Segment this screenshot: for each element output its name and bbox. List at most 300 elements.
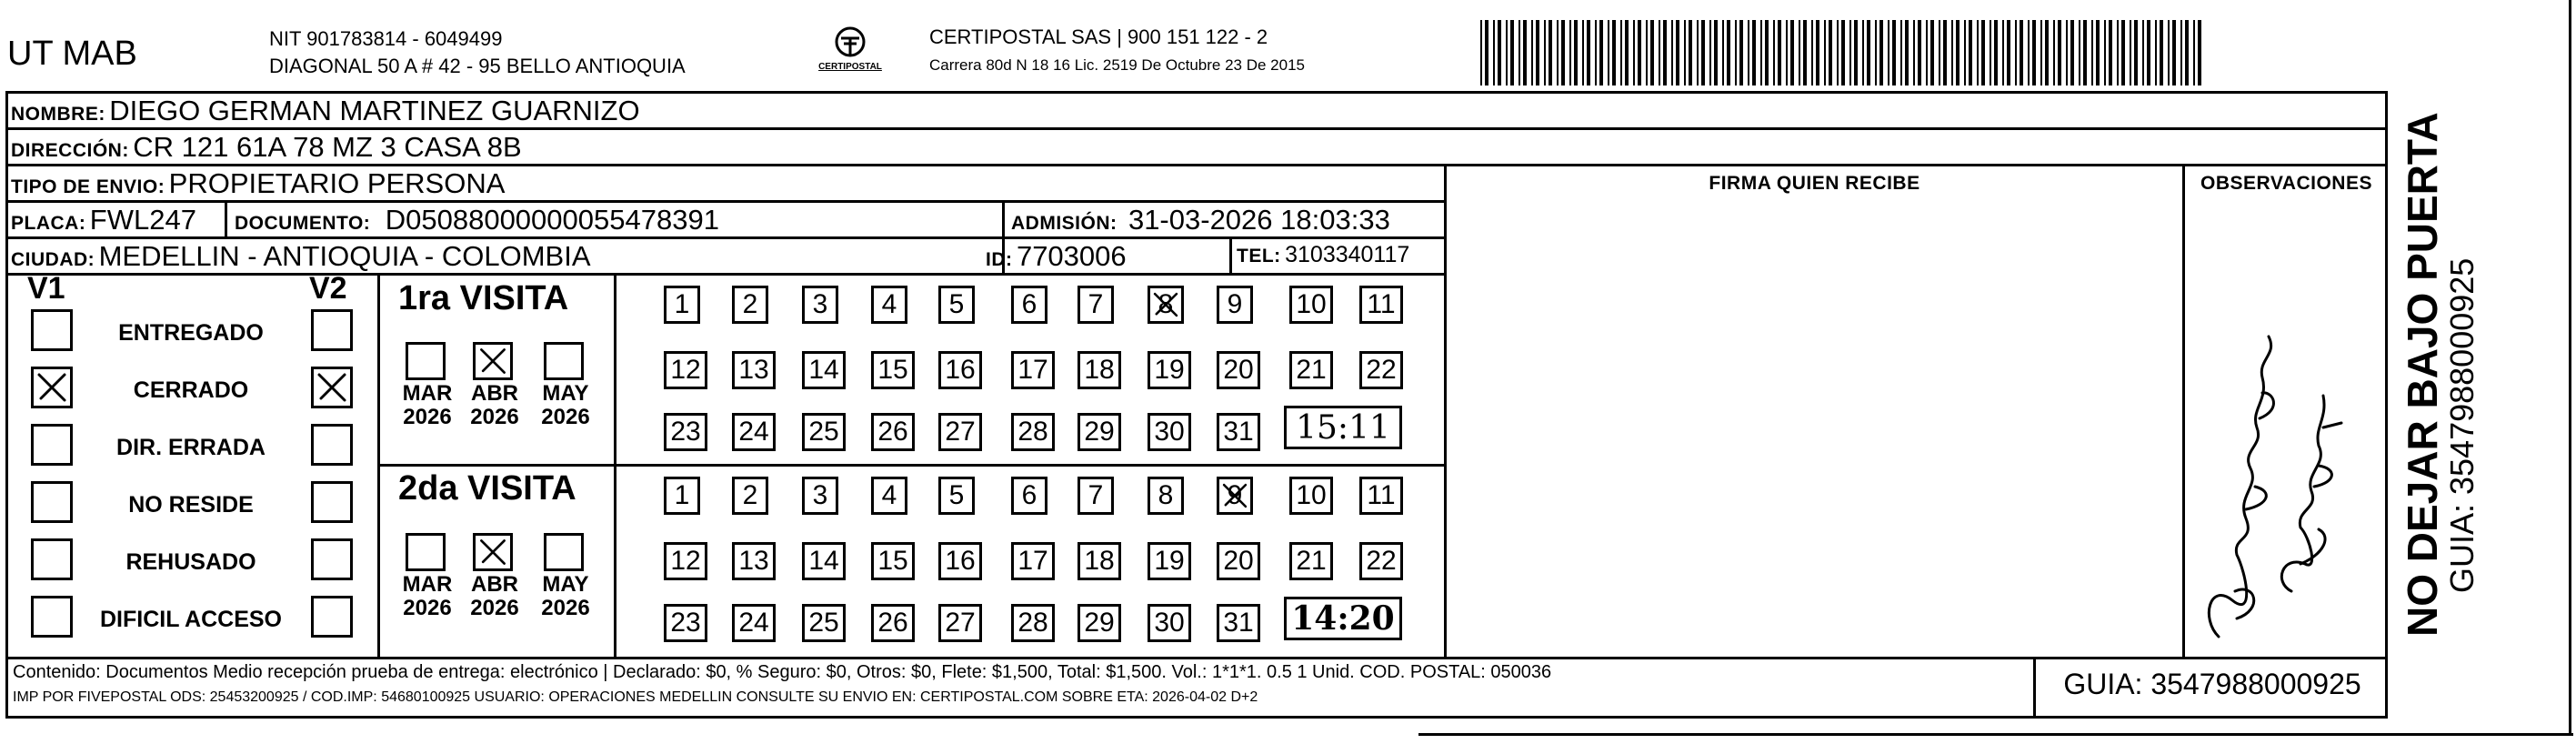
day-number: 14 bbox=[808, 546, 839, 576]
placa-value: FWL247 bbox=[89, 204, 196, 236]
barcode-bar bbox=[1811, 20, 1813, 85]
barcode-bar bbox=[2096, 20, 2100, 85]
barcode-bar bbox=[2079, 20, 2080, 85]
day-number: 13 bbox=[738, 355, 769, 385]
day-cell[interactable] bbox=[938, 604, 982, 642]
barcode-bar bbox=[1531, 20, 1533, 85]
day-number: 10 bbox=[1296, 480, 1327, 510]
barcode-bar bbox=[1930, 20, 1934, 85]
barcode-bar bbox=[1765, 20, 1769, 85]
barcode-bar bbox=[1650, 20, 1654, 85]
day-cell[interactable] bbox=[1359, 351, 1403, 389]
day-number: 19 bbox=[1154, 546, 1185, 576]
day-cell[interactable] bbox=[732, 413, 776, 451]
month-year: 2026 bbox=[470, 405, 519, 429]
barcode-bar bbox=[1739, 20, 1743, 85]
reason-v1-checkbox[interactable] bbox=[31, 538, 73, 580]
first-visit-time[interactable] bbox=[1284, 406, 1402, 449]
day-number: 14 bbox=[808, 355, 839, 385]
day-cell[interactable] bbox=[802, 477, 838, 515]
certipostal-logo-icon bbox=[809, 25, 891, 80]
barcode-bar bbox=[1493, 20, 1495, 85]
day-cell[interactable] bbox=[938, 477, 975, 515]
footer-guia: GUIA: 3547988000925 bbox=[2063, 668, 2361, 700]
nombre-row bbox=[11, 95, 640, 127]
nombre-value: DIEGO GERMAN MARTINEZ GUARNIZO bbox=[109, 95, 640, 126]
day-cell[interactable] bbox=[938, 542, 982, 580]
second-visit-time[interactable] bbox=[1284, 597, 1402, 640]
day-cell[interactable] bbox=[1148, 286, 1184, 324]
month-name: ABR bbox=[471, 381, 518, 406]
barcode-bar bbox=[2104, 20, 2106, 85]
day-cell[interactable] bbox=[938, 413, 982, 451]
day-cell[interactable] bbox=[1148, 542, 1191, 580]
day-number: 2 bbox=[742, 289, 758, 319]
day-cell[interactable] bbox=[1011, 542, 1055, 580]
day-cell[interactable] bbox=[1078, 413, 1121, 451]
reason-label: REHUSADO bbox=[125, 549, 256, 575]
barcode-bar bbox=[1557, 20, 1559, 85]
barcode-bar bbox=[1816, 20, 1819, 85]
reason-label: CERRADO bbox=[133, 377, 249, 403]
reason-label: ENTREGADO bbox=[118, 320, 264, 346]
barcode-bar bbox=[2058, 20, 2061, 85]
barcode-bar bbox=[1663, 20, 1667, 85]
admision-label: ADMISIÓN: bbox=[1011, 213, 1118, 234]
id-label: ID: bbox=[986, 249, 1013, 270]
month-year: 2026 bbox=[403, 596, 452, 620]
barcode-bar bbox=[2053, 20, 2055, 85]
barcode-bar bbox=[1943, 20, 1947, 85]
month-checkbox[interactable] bbox=[406, 342, 446, 380]
day-number: 22 bbox=[1366, 546, 1397, 576]
day-number: 28 bbox=[1017, 417, 1048, 447]
day-number: 13 bbox=[738, 546, 769, 576]
barcode-bar bbox=[1803, 20, 1807, 85]
barcode-bar bbox=[1786, 20, 1788, 85]
barcode-bar bbox=[2172, 20, 2176, 85]
barcode-bar bbox=[1709, 20, 1711, 85]
direccion-label: DIRECCIÓN: bbox=[11, 140, 129, 161]
month-year: 2026 bbox=[541, 405, 590, 429]
day-number: 4 bbox=[881, 289, 897, 319]
month-label bbox=[400, 573, 455, 620]
day-cell[interactable] bbox=[871, 413, 915, 451]
barcode-bar bbox=[1824, 20, 1826, 85]
documento-value: D05088000000055478391 bbox=[385, 204, 719, 236]
day-cell[interactable] bbox=[1217, 542, 1260, 580]
barcode-bar bbox=[1659, 20, 1660, 85]
day-number: 31 bbox=[1223, 608, 1254, 638]
day-cell[interactable] bbox=[1011, 413, 1055, 451]
barcode-bar bbox=[1625, 20, 1629, 85]
first-visit-title: 1ra VISITA bbox=[398, 279, 569, 317]
barcode-bar bbox=[1918, 20, 1921, 85]
day-number: 5 bbox=[948, 480, 965, 510]
tipo-label: TIPO DE ENVIO: bbox=[11, 176, 165, 197]
barcode-bar bbox=[1879, 20, 1883, 85]
barcode-bar bbox=[2160, 20, 2163, 85]
day-cell[interactable] bbox=[732, 286, 768, 324]
day-number: 25 bbox=[808, 417, 839, 447]
barcode-bar bbox=[1760, 20, 1762, 85]
day-number: 27 bbox=[945, 608, 976, 638]
day-number: 7 bbox=[1088, 480, 1104, 510]
barcode-bar bbox=[1608, 20, 1609, 85]
tel-label: TEL: bbox=[1237, 246, 1281, 266]
reason-label: DIR. ERRADA bbox=[116, 435, 266, 460]
second-visit-time-value: 14:20 bbox=[1291, 599, 1395, 638]
day-cell[interactable] bbox=[1078, 542, 1121, 580]
day-number: 20 bbox=[1223, 546, 1254, 576]
month-name: MAR bbox=[402, 572, 453, 597]
reason-v2-checkbox[interactable] bbox=[311, 538, 353, 580]
month-year: 2026 bbox=[541, 596, 590, 620]
day-cell[interactable] bbox=[732, 351, 776, 389]
day-cell[interactable] bbox=[1289, 351, 1333, 389]
barcode-bar bbox=[1582, 20, 1584, 85]
observaciones-header: OBSERVACIONES bbox=[2200, 173, 2372, 194]
day-cell[interactable] bbox=[938, 286, 975, 324]
side-notice bbox=[2401, 91, 2481, 637]
barcode-bar bbox=[2193, 20, 2195, 85]
day-number: 5 bbox=[948, 289, 965, 319]
day-number: 6 bbox=[1021, 289, 1037, 319]
day-cell[interactable] bbox=[664, 542, 707, 580]
ciudad-label: CIUDAD: bbox=[11, 249, 95, 270]
reason-label: DIFICIL ACCESO bbox=[99, 607, 282, 632]
day-number: 11 bbox=[1367, 289, 1396, 319]
barcode-bar bbox=[1498, 20, 1501, 85]
day-number: 4 bbox=[881, 480, 897, 510]
documento-label: DOCUMENTO: bbox=[235, 213, 371, 234]
barcode-bar bbox=[1714, 20, 1718, 85]
barcode-bar bbox=[2155, 20, 2157, 85]
barcode-bar bbox=[1905, 20, 1909, 85]
barcode-bar bbox=[1994, 20, 1998, 85]
day-number: 3 bbox=[812, 480, 828, 510]
month-checkbox[interactable] bbox=[473, 533, 513, 571]
month-checkbox[interactable] bbox=[544, 342, 584, 380]
day-cell[interactable] bbox=[664, 477, 700, 515]
barcode-bar bbox=[1633, 20, 1635, 85]
reason-v1-checkbox[interactable] bbox=[31, 481, 73, 523]
barcode-bar bbox=[1969, 20, 1972, 85]
placa-field bbox=[11, 204, 196, 236]
day-number: 15 bbox=[877, 546, 908, 576]
day-number: 21 bbox=[1296, 355, 1327, 385]
v1-header: V1 bbox=[27, 271, 65, 306]
month-label bbox=[538, 573, 593, 620]
barcode-bar bbox=[1854, 20, 1858, 85]
reason-v1-checkbox[interactable] bbox=[31, 367, 73, 408]
day-number: 6 bbox=[1021, 480, 1037, 510]
barcode-bar bbox=[1837, 20, 1839, 85]
month-name: MAY bbox=[542, 381, 589, 406]
barcode-bar bbox=[2117, 20, 2119, 85]
barcode-bar bbox=[2147, 20, 2150, 85]
barcode-bar bbox=[1646, 20, 1648, 85]
reason-v1-checkbox[interactable] bbox=[31, 309, 73, 351]
day-cell[interactable] bbox=[1011, 477, 1047, 515]
barcode-bar bbox=[2020, 20, 2023, 85]
day-number: 29 bbox=[1084, 417, 1115, 447]
barcode-bar bbox=[2109, 20, 2112, 85]
day-cell[interactable] bbox=[1289, 286, 1333, 324]
day-cell[interactable] bbox=[802, 286, 838, 324]
check-x-icon bbox=[314, 369, 350, 406]
footer-imp: IMP POR FIVEPOSTAL ODS: 25453200925 / COD.IMP: 54680100925 USUARIO: OPERACIONES MEDELLIN CONSULTE SU ENVIO EN: CERTIPOSTAL.COM SOBRE ETA: 2026-04-02 D+2 bbox=[13, 689, 1258, 705]
day-cell[interactable] bbox=[732, 542, 776, 580]
day-cell[interactable] bbox=[732, 477, 768, 515]
day-number: 10 bbox=[1296, 289, 1327, 319]
reason-v2-checkbox[interactable] bbox=[311, 367, 353, 408]
april-x-icon bbox=[476, 536, 510, 568]
day-cell[interactable] bbox=[1289, 542, 1333, 580]
month-checkbox[interactable] bbox=[406, 533, 446, 571]
day-cell[interactable] bbox=[802, 351, 846, 389]
april-x-icon bbox=[476, 345, 510, 377]
admision-value: 31-03-2026 18:03:33 bbox=[1128, 204, 1390, 236]
day-cell[interactable] bbox=[1148, 604, 1191, 642]
day-cell[interactable] bbox=[732, 604, 776, 642]
barcode-bar bbox=[1956, 20, 1960, 85]
barcode-bar bbox=[2130, 20, 2131, 85]
barcode-bar bbox=[1485, 20, 1488, 85]
barcode-bar bbox=[1561, 20, 1565, 85]
day-number: 30 bbox=[1154, 417, 1185, 447]
barcode-bar bbox=[1778, 20, 1781, 85]
second-visit-title: 2da VISITA bbox=[398, 469, 576, 508]
barcode-bar bbox=[2185, 20, 2189, 85]
day-cell[interactable] bbox=[1011, 604, 1055, 642]
day-cell[interactable] bbox=[1289, 477, 1333, 515]
day-number: 19 bbox=[1154, 355, 1185, 385]
id-value: 7703006 bbox=[1016, 240, 1127, 272]
barcode-bar bbox=[1748, 20, 1749, 85]
month-checkbox[interactable] bbox=[544, 533, 584, 571]
month-checkbox[interactable] bbox=[473, 342, 513, 380]
month-year: 2026 bbox=[403, 405, 452, 429]
day-cell[interactable] bbox=[1078, 286, 1114, 324]
barcode-bar bbox=[2007, 20, 2010, 85]
day-number: 2 bbox=[742, 480, 758, 510]
barcode bbox=[1480, 20, 2208, 85]
day-number: 25 bbox=[808, 608, 839, 638]
reason-v1-checkbox[interactable] bbox=[31, 424, 73, 466]
month-name: MAR bbox=[402, 381, 453, 406]
barcode-bar bbox=[1913, 20, 1915, 85]
day-cell[interactable] bbox=[1359, 286, 1403, 324]
barcode-bar bbox=[1727, 20, 1730, 85]
barcode-bar bbox=[1536, 20, 1539, 85]
barcode-bar bbox=[1574, 20, 1578, 85]
barcode-bar bbox=[1671, 20, 1673, 85]
barcode-bar bbox=[1595, 20, 1597, 85]
barcode-bar bbox=[1620, 20, 1622, 85]
month-label bbox=[467, 573, 522, 620]
day-cell[interactable] bbox=[1359, 477, 1403, 515]
barcode-bar bbox=[1684, 20, 1686, 85]
barcode-bar bbox=[1875, 20, 1877, 85]
day-number: 9 bbox=[1227, 289, 1243, 319]
barcode-bar bbox=[1862, 20, 1864, 85]
month-name: ABR bbox=[471, 572, 518, 597]
barcode-bar bbox=[2091, 20, 2093, 85]
barcode-bar bbox=[1722, 20, 1724, 85]
day-cell[interactable] bbox=[664, 413, 707, 451]
month-name: MAY bbox=[542, 572, 589, 597]
company-address: DIAGONAL 50 A # 42 - 95 BELLO ANTIOQUIA bbox=[269, 55, 686, 77]
day-number: 29 bbox=[1084, 608, 1115, 638]
barcode-bar bbox=[1799, 20, 1800, 85]
day-cell[interactable] bbox=[871, 542, 915, 580]
day-cell[interactable] bbox=[664, 286, 700, 324]
barcode-bar bbox=[1829, 20, 1832, 85]
day-number: 18 bbox=[1084, 546, 1115, 576]
day-number: 12 bbox=[670, 546, 701, 576]
side-notice-text: NO DEJAR BAJO PUERTA bbox=[2399, 112, 2446, 637]
reason-v1-checkbox[interactable] bbox=[31, 596, 73, 638]
day-cell[interactable] bbox=[802, 413, 846, 451]
company-nit: NIT 901783814 - 6049499 bbox=[269, 27, 503, 50]
day-cell[interactable] bbox=[802, 604, 846, 642]
direccion-value: CR 121 61A 78 MZ 3 CASA 8B bbox=[133, 131, 522, 163]
barcode-bar bbox=[1926, 20, 1928, 85]
day-number: 9 bbox=[1227, 480, 1243, 510]
first-visit-time-value: 15:11 bbox=[1296, 408, 1390, 447]
barcode-bar bbox=[1951, 20, 1953, 85]
month-year: 2026 bbox=[470, 596, 519, 620]
day-number: 7 bbox=[1088, 289, 1104, 319]
tel-field bbox=[1237, 242, 1409, 268]
v2-header: V2 bbox=[309, 271, 347, 306]
barcode-bar bbox=[1773, 20, 1775, 85]
month-label bbox=[400, 382, 455, 429]
barcode-bar bbox=[1849, 20, 1851, 85]
day-cell[interactable] bbox=[1148, 477, 1184, 515]
day-cell[interactable] bbox=[1148, 351, 1191, 389]
day-number: 17 bbox=[1017, 355, 1048, 385]
day-number: 8 bbox=[1158, 289, 1174, 319]
bottom-rule bbox=[1418, 733, 2573, 736]
day-number: 1 bbox=[674, 480, 690, 510]
barcode-bar bbox=[2040, 20, 2042, 85]
admision-field bbox=[1011, 204, 1390, 236]
documento-field bbox=[235, 204, 719, 236]
day-cell[interactable] bbox=[1078, 477, 1114, 515]
day-number: 16 bbox=[945, 355, 976, 385]
day-cell[interactable] bbox=[871, 351, 915, 389]
barcode-bar bbox=[2180, 20, 2182, 85]
day-cell[interactable] bbox=[1217, 413, 1260, 451]
check-x-icon bbox=[34, 369, 70, 406]
day-cell[interactable] bbox=[1078, 351, 1121, 389]
day-number: 26 bbox=[877, 417, 908, 447]
day-number: 17 bbox=[1017, 546, 1048, 576]
reason-v2-checkbox[interactable] bbox=[311, 424, 353, 466]
day-number: 21 bbox=[1296, 546, 1327, 576]
day-number: 12 bbox=[670, 355, 701, 385]
day-cell[interactable] bbox=[802, 542, 846, 580]
barcode-bar bbox=[2015, 20, 2017, 85]
tipo-row bbox=[11, 167, 505, 200]
logo-text: CERTIPOSTAL bbox=[818, 62, 882, 72]
day-cell[interactable] bbox=[1217, 604, 1260, 642]
day-number: 23 bbox=[670, 417, 701, 447]
tel-value: 3103340117 bbox=[1285, 242, 1410, 267]
reason-v2-checkbox[interactable] bbox=[311, 481, 353, 523]
barcode-bar bbox=[1977, 20, 1979, 85]
barcode-bar bbox=[1697, 20, 1699, 85]
day-number: 31 bbox=[1223, 417, 1254, 447]
day-number: 18 bbox=[1084, 355, 1115, 385]
day-cell[interactable] bbox=[1148, 413, 1191, 451]
day-cell[interactable] bbox=[1078, 604, 1121, 642]
day-number: 30 bbox=[1154, 608, 1185, 638]
barcode-bar bbox=[1676, 20, 1679, 85]
right-rule bbox=[2569, 0, 2571, 736]
barcode-bar bbox=[1549, 20, 1552, 85]
reason-v2-checkbox[interactable] bbox=[311, 596, 353, 638]
barcode-bar bbox=[1599, 20, 1603, 85]
day-number: 28 bbox=[1017, 608, 1048, 638]
day-cell[interactable] bbox=[1217, 477, 1253, 515]
barcode-bar bbox=[1867, 20, 1870, 85]
barcode-bar bbox=[1900, 20, 1902, 85]
day-number: 22 bbox=[1366, 355, 1397, 385]
day-cell[interactable] bbox=[1011, 351, 1055, 389]
day-cell[interactable] bbox=[664, 351, 707, 389]
day-number: 1 bbox=[674, 289, 690, 319]
footer-contenido: Contenido: Documentos Medio recepción prueba de entrega: electrónico | Declarado: $0, % Seguro: $0, Otros: $0, Flete: $1,500, Total: $1,500. Vol.: 1*1*1. 0.5 1 Unid. COD. POSTAL: 050036 bbox=[13, 662, 1552, 682]
day-cell[interactable] bbox=[938, 351, 982, 389]
certipostal-info: CERTIPOSTAL SAS | 900 151 122 - 2 bbox=[929, 25, 1268, 48]
barcode-bar bbox=[1544, 20, 1546, 85]
day-cell[interactable] bbox=[1217, 286, 1253, 324]
barcode-bar bbox=[2032, 20, 2036, 85]
id-field bbox=[986, 240, 1127, 273]
barcode-bar bbox=[1519, 20, 1520, 85]
day-cell[interactable] bbox=[664, 604, 707, 642]
barcode-bar bbox=[2066, 20, 2068, 85]
barcode-bar bbox=[1689, 20, 1692, 85]
day-cell[interactable] bbox=[871, 477, 907, 515]
certipostal-logo bbox=[809, 25, 891, 80]
barcode-bar bbox=[1892, 20, 1896, 85]
day-cell[interactable] bbox=[871, 286, 907, 324]
company-name: UT MAB bbox=[7, 35, 137, 73]
barcode-bar bbox=[1939, 20, 1940, 85]
barcode-bar bbox=[1981, 20, 1985, 85]
day-number: 24 bbox=[738, 608, 769, 638]
day-cell[interactable] bbox=[871, 604, 915, 642]
barcode-bar bbox=[2142, 20, 2144, 85]
day-number: 20 bbox=[1223, 355, 1254, 385]
day-cell[interactable] bbox=[1011, 286, 1047, 324]
barcode-bar bbox=[2168, 20, 2170, 85]
day-cell[interactable] bbox=[1359, 542, 1403, 580]
day-cell[interactable] bbox=[1217, 351, 1260, 389]
barcode-bar bbox=[2083, 20, 2087, 85]
day-number: 26 bbox=[877, 608, 908, 638]
reason-v2-checkbox[interactable] bbox=[311, 309, 353, 351]
barcode-bar bbox=[1990, 20, 1991, 85]
barcode-bar bbox=[1888, 20, 1889, 85]
day-number: 15 bbox=[877, 355, 908, 385]
ciudad-value: MEDELLIN - ANTIOQUIA - COLOMBIA bbox=[98, 240, 591, 272]
direccion-row bbox=[11, 131, 522, 164]
